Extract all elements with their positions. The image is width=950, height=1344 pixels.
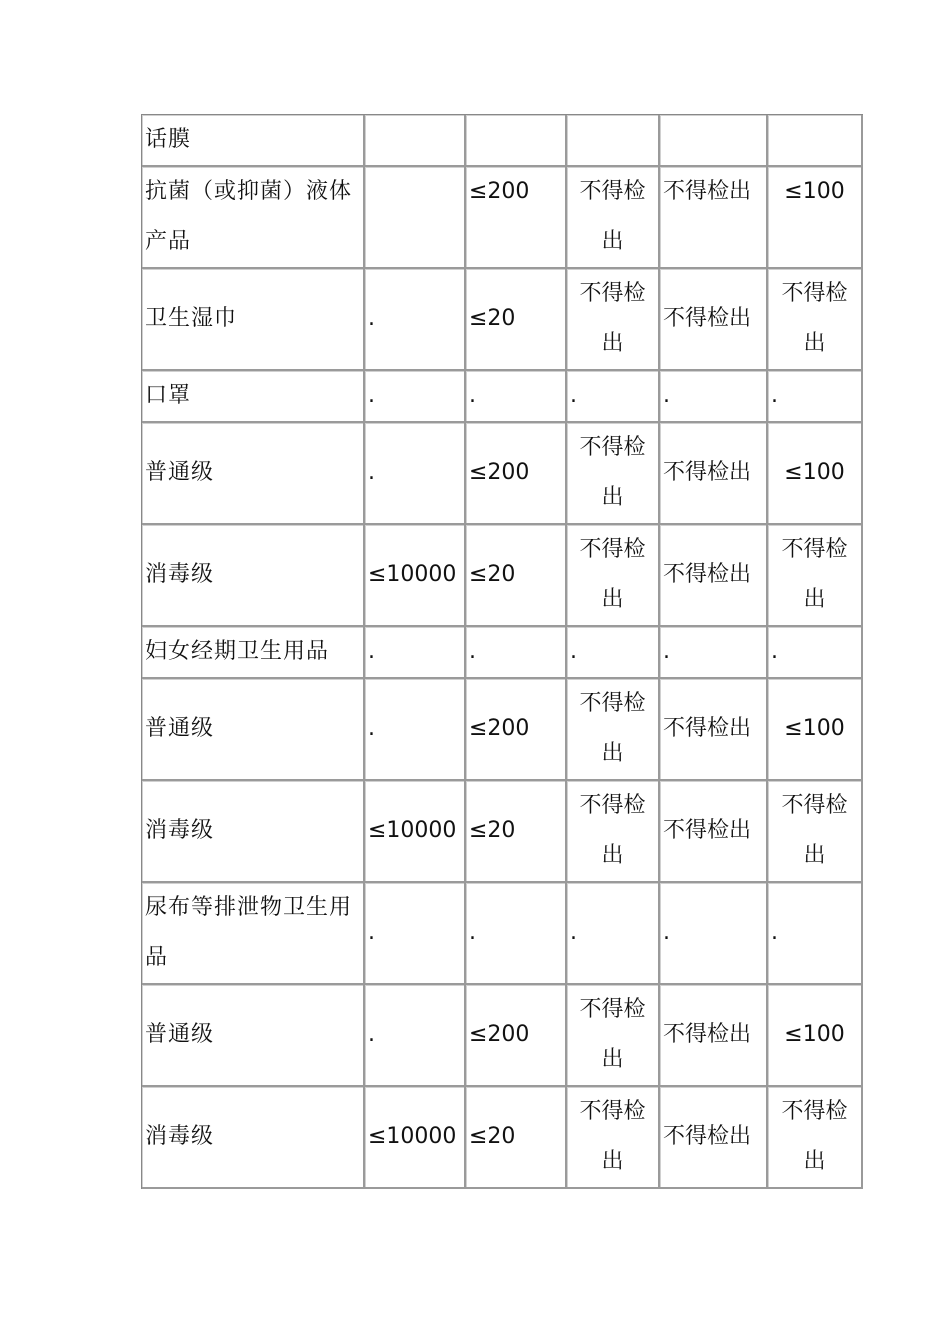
table-row [142,679,863,781]
table-cell: 不得检出 [768,781,863,883]
table-cell: ≤20 [466,525,567,627]
table-cell: . [365,679,466,781]
table-row [142,167,863,269]
table-cell: 消毒级 [142,525,365,627]
table-cell: . [768,627,863,679]
table-cell: 抗菌（或抑菌）液体产品 [142,167,365,269]
table-cell: ≤10000 [365,525,466,627]
table-cell: 不得检出 [660,269,768,371]
table-cell: ≤100 [768,679,863,781]
table-cell: . [466,883,567,985]
table-cell: 不得检出 [660,679,768,781]
table-cell: . [768,883,863,985]
table-cell: ≤200 [466,679,567,781]
table-row [142,525,863,627]
table-row [142,423,863,525]
table-cell: 不得检出 [567,423,660,525]
table-cell: . [660,371,768,423]
table-cell [365,167,466,269]
table-cell: 不得检出 [768,525,863,627]
table-row [142,883,863,985]
table-cell: 不得检出 [567,525,660,627]
table-cell: . [660,883,768,985]
table-cell: . [365,627,466,679]
table-row [142,269,863,371]
table-cell [768,115,863,167]
table-cell [365,115,466,167]
table-cell: 妇女经期卫生用品 [142,627,365,679]
table-cell: 不得检出 [768,1087,863,1189]
table-cell: 不得检出 [567,269,660,371]
table-cell: ≤20 [466,269,567,371]
table-cell: 不得检出 [567,679,660,781]
table-cell: ≤10000 [365,1087,466,1189]
table-cell: . [567,627,660,679]
table-cell: 卫生湿巾 [142,269,365,371]
table-cell: 不得检出 [660,167,768,269]
table-cell: 不得检出 [660,423,768,525]
table-cell: 不得检出 [660,985,768,1087]
table-row [142,985,863,1087]
table-cell: 不得检出 [660,525,768,627]
table-cell: ≤100 [768,167,863,269]
table-cell: ≤20 [466,781,567,883]
table-cell: . [365,883,466,985]
table-cell: 普通级 [142,679,365,781]
table-cell: ≤10000 [365,781,466,883]
table-cell: . [365,269,466,371]
table-cell [466,115,567,167]
table-cell: 口罩 [142,371,365,423]
table-cell: . [365,423,466,525]
table-row [142,1087,863,1189]
table-cell: . [466,627,567,679]
table-cell: 不得检出 [567,781,660,883]
table-cell: ≤20 [466,1087,567,1189]
table-row [142,781,863,883]
table-cell: 消毒级 [142,1087,365,1189]
table-cell: . [768,371,863,423]
table-cell: 不得检出 [660,1087,768,1189]
table-cell: 不得检出 [567,1087,660,1189]
table-cell: ≤100 [768,423,863,525]
table-cell: 普通级 [142,423,365,525]
table-cell: 不得检出 [768,269,863,371]
table-cell: 普通级 [142,985,365,1087]
table-cell: . [567,883,660,985]
table-cell: ≤200 [466,423,567,525]
table-row [142,627,863,679]
table-cell: ≤200 [466,167,567,269]
table-cell: 不得检出 [567,167,660,269]
table-cell: 不得检出 [660,781,768,883]
table-cell: 不得检出 [567,985,660,1087]
table-cell: . [466,371,567,423]
table-cell: . [660,627,768,679]
table-cell: ≤200 [466,985,567,1087]
table-cell: ≤100 [768,985,863,1087]
table-cell: . [567,371,660,423]
table-cell [660,115,768,167]
table-row [142,115,863,167]
table-row [142,371,863,423]
standards-table [141,114,863,1189]
table-cell: 尿布等排泄物卫生用品 [142,883,365,985]
table-cell [567,115,660,167]
table-cell: 话膜 [142,115,365,167]
table-cell: 消毒级 [142,781,365,883]
table-cell: . [365,985,466,1087]
table-cell: . [365,371,466,423]
